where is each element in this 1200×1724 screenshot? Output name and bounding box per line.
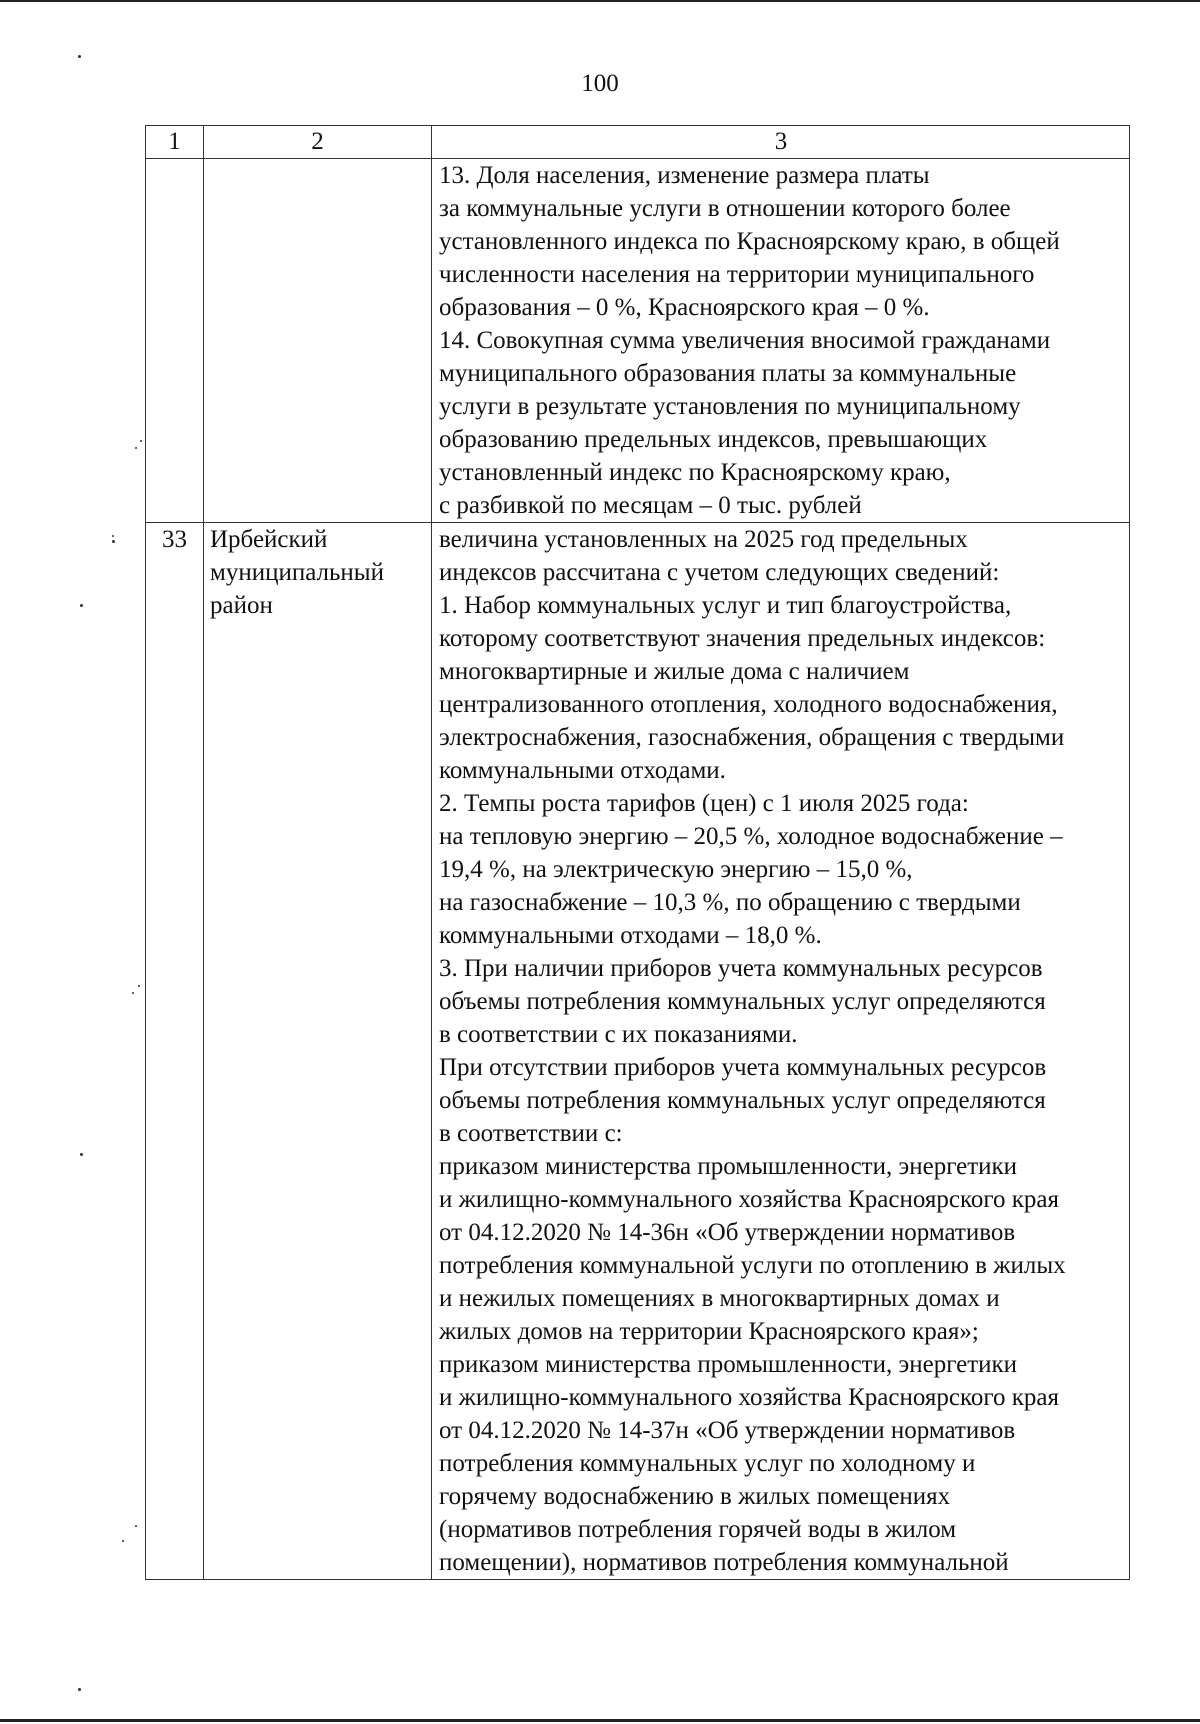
description-line: горячему водоснабжению в жилых помещениях — [439, 1483, 951, 1510]
description-line: образованию предельных индексов, превышающих — [439, 426, 988, 453]
scan-speck — [80, 1153, 83, 1156]
scan-speck — [80, 604, 83, 607]
table-body — [146, 159, 1130, 1580]
row-number-cell — [146, 159, 204, 523]
description-line: от 04.12.2020 № 14-37н «Об утверждении нормативов — [439, 1417, 1016, 1444]
description-line: образования – 0 %, Красноярского края – 0 %. — [439, 294, 930, 321]
description-line: в соответствии с их показаниями. — [439, 1021, 798, 1048]
scan-speck — [135, 447, 137, 449]
description-line: установленного индекса по Красноярскому краю, в общей — [439, 228, 1060, 255]
header-col-2: 2 — [204, 126, 432, 159]
description-line: приказом министерства промышленности, энергетики — [439, 1351, 1018, 1378]
description-line: в соответствии с: — [439, 1120, 623, 1147]
description-line: численности населения на территории муниципального — [439, 261, 1035, 288]
description-line: муниципального образования платы за коммунальные — [439, 360, 1017, 387]
page-top-edge — [0, 0, 1200, 2]
description-line: на газоснабжение – 10,3 %, по обращению с твердыми — [439, 889, 1021, 916]
description-line: за коммунальные услуги в отношении которого более — [439, 195, 1011, 222]
description-line: 2. Темпы роста тарифов (цен) с 1 июля 2025 года: — [439, 790, 969, 817]
row-number-cell: 33 — [146, 523, 204, 1580]
description-line: электроснабжения, газоснабжения, обращения с твердыми — [439, 724, 1065, 751]
description-line: услуги в результате установления по муниципальному — [439, 393, 1021, 420]
description-cell — [432, 523, 1130, 1580]
scan-speck — [138, 985, 140, 987]
description-line: 3. При наличии приборов учета коммунальных ресурсов — [439, 955, 1043, 982]
scan-speck — [122, 1540, 124, 1542]
description-line: 1. Набор коммунальных услуг и тип благоустройства, — [439, 592, 1012, 619]
data-table — [145, 125, 1130, 1580]
description-line: 14. Совокупная сумма увеличения вносимой гражданами — [439, 327, 1051, 354]
page-bottom-edge — [0, 1719, 1200, 1722]
scan-speck — [78, 1688, 81, 1691]
municipality-name-line: муниципальный — [210, 559, 384, 586]
description-line: потребления коммунальных услуг по холодному и — [439, 1450, 976, 1477]
description-line: многоквартирные и жилые дома с наличием — [439, 658, 910, 685]
description-line: жилых домов на территории Красноярского края»; — [439, 1318, 979, 1345]
scan-speck — [132, 992, 134, 994]
header-col-1: 1 — [146, 126, 204, 159]
description-line: коммунальными отходами. — [439, 757, 726, 784]
scan-speck — [78, 55, 81, 58]
table-row — [146, 523, 1130, 1580]
description-line: (нормативов потребления горячей воды в жилом — [439, 1516, 957, 1543]
scan-speck — [135, 1525, 137, 1527]
description-line: 13. Доля населения, изменение размера платы — [439, 162, 930, 189]
description-line: на тепловую энергию – 20,5 %, холодное водоснабжение – — [439, 823, 1063, 850]
page-number: 100 — [581, 70, 619, 97]
description-line: и нежилых помещениях в многоквартирных домах и — [439, 1285, 1000, 1312]
description-line: индексов рассчитана с учетом следующих сведений: — [439, 559, 1000, 586]
description-line: объемы потребления коммунальных услуг определяются — [439, 1087, 1046, 1114]
scan-speck — [112, 535, 114, 537]
scan-speck — [140, 440, 142, 442]
municipality-name-line: район — [210, 592, 273, 619]
description-line: приказом министерства промышленности, энергетики — [439, 1153, 1018, 1180]
description-line: с разбивкой по месяцам – 0 тыс. рублей — [439, 492, 862, 519]
description-line: централизованного отопления, холодного водоснабжения, — [439, 691, 1058, 718]
description-line: и жилищно-коммунального хозяйства Красноярского края — [439, 1186, 1059, 1213]
description-line: потребления коммунальной услуги по отоплению в жилых — [439, 1252, 1066, 1279]
description-cell — [432, 159, 1130, 523]
municipality-name-line: Ирбейский — [210, 526, 328, 553]
description-line: которому соответствуют значения предельных индексов: — [439, 625, 1046, 652]
description-line: установленный индекс по Красноярскому краю, — [439, 459, 951, 486]
description-line: 19,4 %, на электрическую энергию – 15,0 %, — [439, 856, 913, 883]
header-col-3: 3 — [432, 126, 1130, 159]
table-row — [146, 159, 1130, 523]
table-header-row — [146, 126, 1130, 159]
description-line: от 04.12.2020 № 14-36н «Об утверждении нормативов — [439, 1219, 1016, 1246]
description-line: коммунальными отходами – 18,0 %. — [439, 922, 822, 949]
description-line: и жилищно-коммунального хозяйства Красноярского края — [439, 1384, 1059, 1411]
municipality-name-cell — [204, 523, 432, 1580]
description-line: При отсутствии приборов учета коммунальных ресурсов — [439, 1054, 1047, 1081]
description-line: величина установленных на 2025 год предельных — [439, 526, 968, 553]
scan-speck — [112, 540, 115, 543]
description-line: помещении), нормативов потребления коммунальной — [439, 1549, 1009, 1576]
description-line: объемы потребления коммунальных услуг определяются — [439, 988, 1046, 1015]
municipality-name-cell — [204, 159, 432, 523]
